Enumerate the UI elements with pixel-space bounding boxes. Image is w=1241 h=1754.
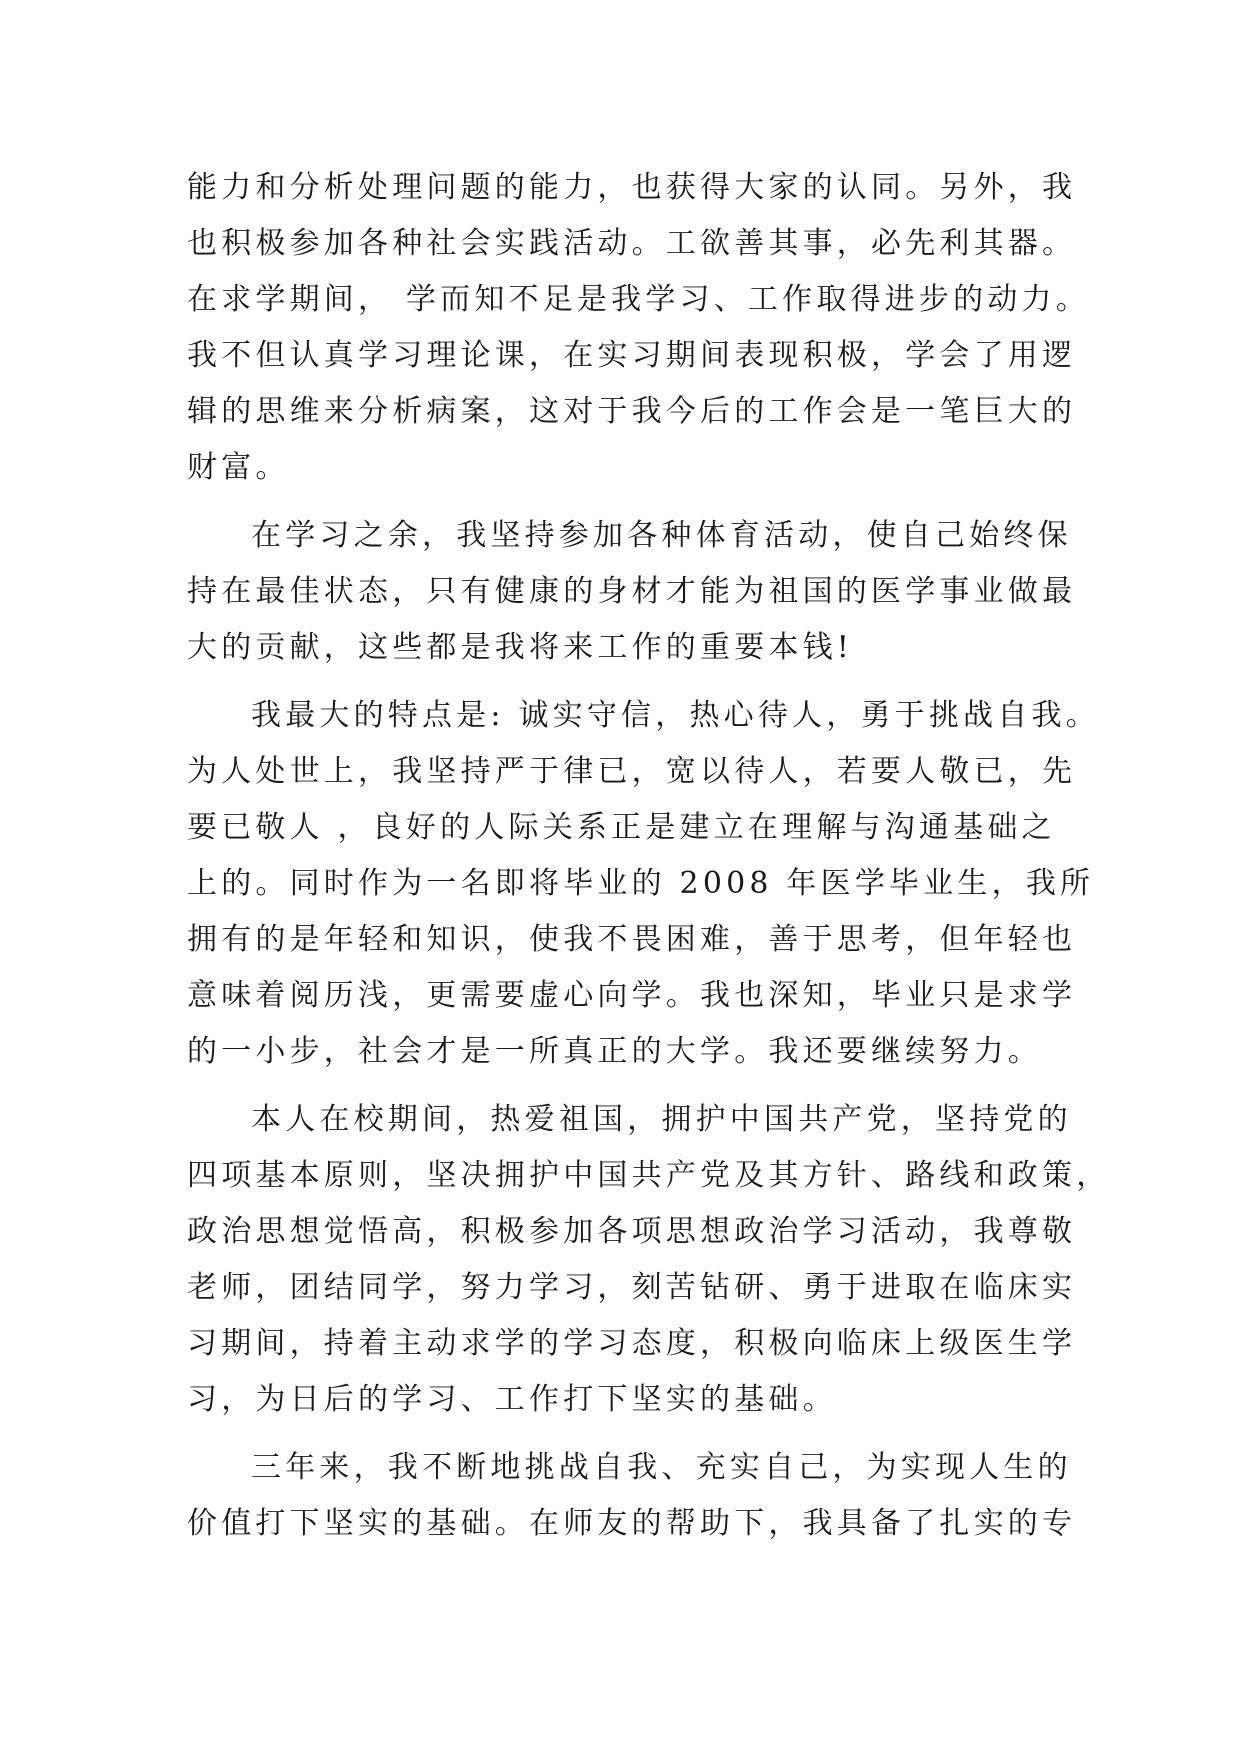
text-line: 政治思想觉悟高，积极参加各项思想政治学习活动，我尊敬 [187, 1214, 1077, 1249]
text-line: 大的贡献，这些都是我将来工作的重要本钱! [187, 630, 854, 665]
text-line: 在求学期间， 学而知不足是我学习、工作取得进步的动力。 [187, 282, 1090, 317]
text-line: 意味着阅历浅，更需要虚心向学。我也深知，毕业只是求学 [187, 978, 1077, 1013]
text-line: 习，为日后的学习、工作打下坚实的基础。 [187, 1382, 837, 1417]
text-line: 为人处世上，我坚持严于律已，宽以待人，若要人敬已，先 [187, 754, 1077, 789]
paragraph-2 [187, 508, 1077, 676]
paragraph-5 [187, 1440, 1077, 1552]
text-line: 财富。 [187, 450, 290, 485]
text-line: 我最大的特点是: 诚实守信，热心待人，勇于挑战自我。 [251, 698, 1100, 733]
text-line: 要已敬人 ，良好的人际关系正是建立在理解与沟通基础之 [187, 810, 1056, 845]
text-line: 拥有的是年轻和知识，使我不畏困难，善于思考，但年轻也 [187, 922, 1077, 957]
text-line: 习期间，持着主动求学的学习态度，积极向临床上级医生学 [187, 1326, 1077, 1361]
text-line: 在学习之余，我坚持参加各种体育活动，使自己始终保 [251, 518, 1072, 553]
text-line: 持在最佳状态，只有健康的身材才能为祖国的医学事业做最 [187, 574, 1077, 609]
text-line: 老师，团结同学，努力学习，刻苦钻研、勇于进取在临床实 [187, 1270, 1077, 1305]
paragraph-1 [187, 160, 1090, 496]
document-body [187, 160, 1111, 1552]
paragraph-4 [187, 1092, 1111, 1428]
text-line: 三年来，我不断地挑战自我、充实自己，为实现人生的 [251, 1450, 1072, 1485]
text-line: 的一小步，社会才是一所真正的大学。我还要继续努力。 [187, 1034, 1042, 1069]
text-line: 价值打下坚实的基础。在师友的帮助下，我具备了扎实的专 [187, 1506, 1077, 1541]
text-line: 辑的思维来分析病案，这对于我今后的工作会是一笔巨大的 [187, 394, 1077, 429]
text-line: 四项基本原则，坚决拥护中国共产党及其方针、路线和政策， [187, 1158, 1111, 1193]
text-line: 本人在校期间，热爱祖国，拥护中国共产党，坚持党的 [251, 1102, 1072, 1137]
text-line: 上的。同时作为一名即将毕业的 2008 年医学毕业生，我所 [187, 866, 1095, 901]
text-line: 能力和分析处理问题的能力，也获得大家的认同。另外，我 [187, 170, 1077, 205]
text-line: 我不但认真学习理论课，在实习期间表现积极，学会了用逻 [187, 338, 1077, 373]
paragraph-3 [187, 688, 1100, 1080]
text-line: 也积极参加各种社会实践活动。工欲善其事，必先利其器。 [187, 226, 1077, 261]
